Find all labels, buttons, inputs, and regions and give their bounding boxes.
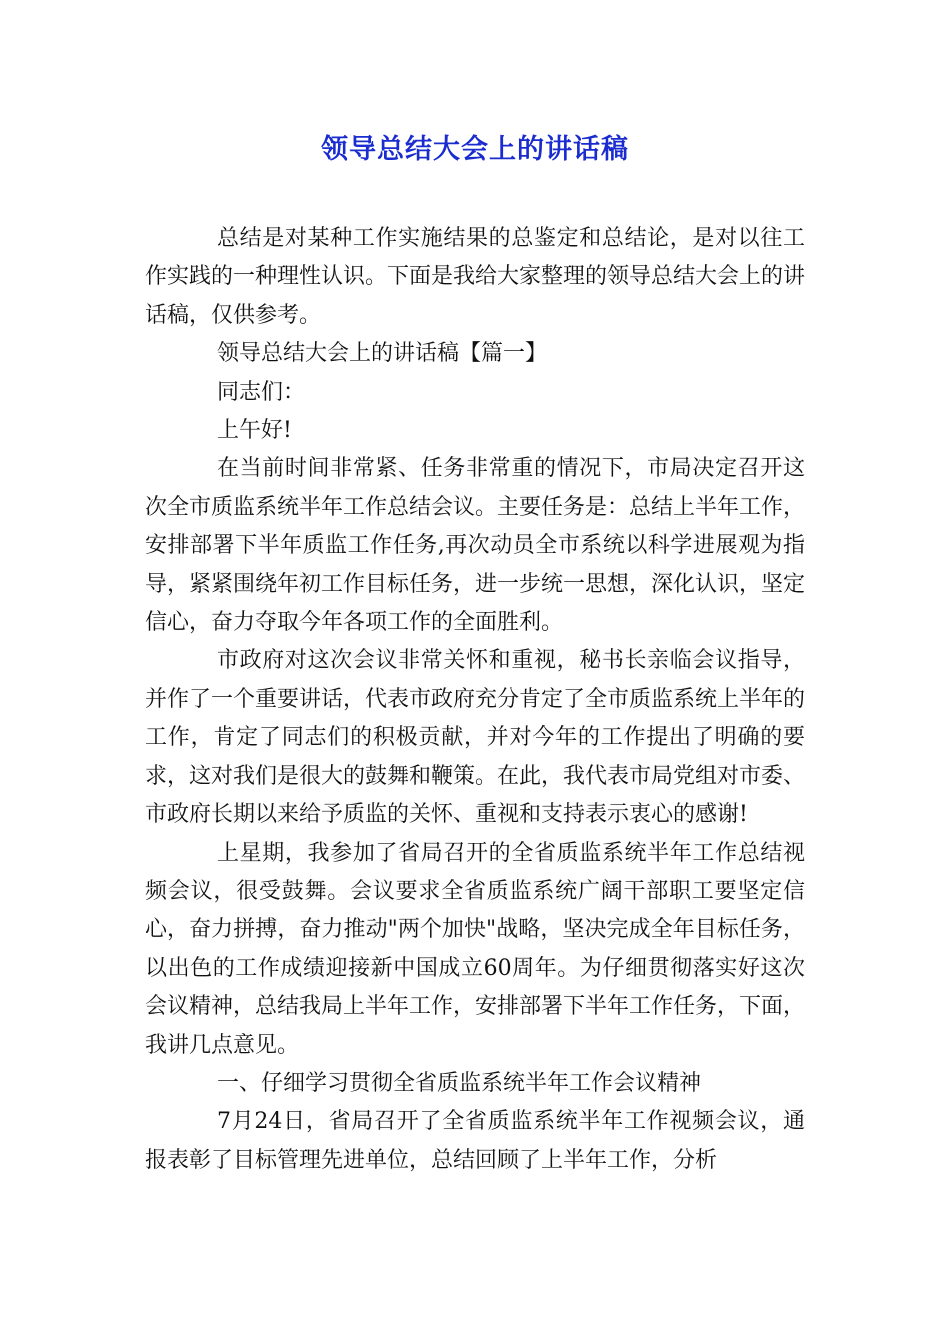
paragraph-body: 在当前时间非常紧、任务非常重的情况下，市局决定召开这次全市质监系统半年工作总结会议。主要任务是：总结上半年工作，安排部署下半年质监工作任务,再次动员全市系统以科学进展观为指导，紧紧围绕年初工作目标任务，进一步统一思想，深化认识，坚定信心，奋力夺取今年各项工作的全面胜利。: [145, 456, 806, 636]
paragraph-body: 7月24日，省局召开了全省质监系统半年工作视频会议，通报表彰了目标管理先进单位，总结回顾了上半年工作，分析: [145, 1109, 805, 1173]
document-title: 领导总结大会上的讲话稿: [321, 134, 629, 165]
paragraph-greeting: 上午好!: [217, 418, 292, 444]
document-body: [145, 220, 805, 1180]
subsection-heading: 一、仔细学习贯彻全省质监系统半年工作会议精神: [217, 1070, 702, 1096]
paragraph-salutation: 同志们：: [217, 379, 306, 405]
paragraph-intro: 总结是对某种工作实施结果的总鉴定和总结论，是对以往工作实践的一种理性认识。下面是我给大家整理的领导总结大会上的讲话稿，仅供参考。: [145, 226, 806, 328]
section-heading: 领导总结大会上的讲话稿【篇一】: [217, 341, 548, 367]
paragraph-body: 上星期，我参加了省局召开的全省质监系统半年工作总结视频会议，很受鼓舞。会议要求全省质监系统广阔干部职工要坚定信心，奋力拼搏，奋力推动"两个加快"战略，坚决完成全年目标任务，以出色的工作成绩迎接新中国成立60周年。为仔细贯彻落实好这次会议精神，总结我局上半年工作，安排部署下半年工作任务，下面，我讲几点意见。: [145, 840, 806, 1058]
paragraph-body: 市政府对这次会议非常关怀和重视，秘书长亲临会议指导，并作了一个重要讲话，代表市政府充分肯定了全市质监系统上半年的工作，肯定了同志们的积极贡献，并对今年的工作提出了明确的要求，这对我们是很大的鼓舞和鞭策。在此，我代表市局党组对市委、市政府长期以来给予质监的关怀、重视和支持表示衷心的感谢!: [145, 648, 806, 828]
